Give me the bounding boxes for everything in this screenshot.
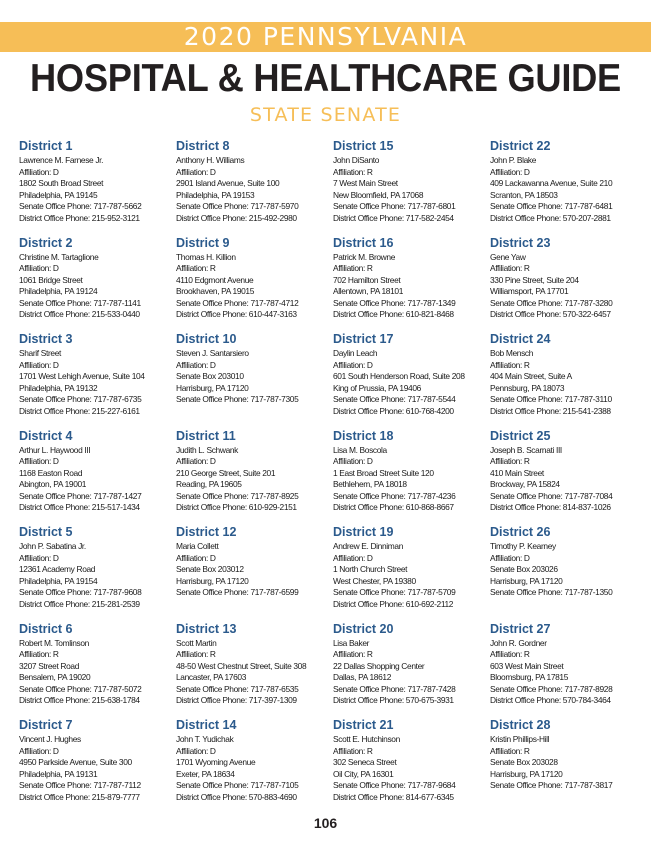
senate-phone: Senate Office Phone: 717-787-7084 [490, 490, 613, 501]
senate-phone: Senate Office Phone: 717-787-6481 [490, 201, 613, 212]
senate-phone: Senate Office Phone: 717-787-7428 [333, 683, 456, 694]
address-city: Harrisburg, PA 17120 [490, 768, 563, 779]
senator-name: John P. Blake [490, 155, 537, 165]
address-street: 1168 Easton Road [19, 467, 83, 478]
senator-name: John DiSanto [333, 155, 380, 165]
address-city: West Chester, PA 19380 [333, 575, 416, 586]
district-heading: District 8 [176, 139, 230, 153]
address-street: 48-50 West Chestnut Street, Suite 308 [176, 660, 307, 671]
senator-name: Andrew E. Dinniman [333, 541, 404, 551]
address-city: Allentown, PA 18101 [333, 286, 404, 297]
district-heading: District 18 [333, 428, 394, 443]
affiliation: Affiliation: D [19, 745, 59, 756]
district-heading: District 24 [490, 332, 551, 346]
district-heading: District 4 [19, 428, 73, 443]
district-entry [176, 525, 333, 622]
district-entry [333, 525, 490, 622]
address-city: Harrisburg, PA 17120 [176, 575, 249, 586]
address-street: 702 Hamilton Street [333, 274, 401, 285]
district-heading: District 28 [490, 718, 551, 732]
senator-name: Vincent J. Hughes [19, 734, 81, 744]
district-entry [19, 622, 176, 719]
address-street: 410 Main Street [490, 467, 544, 478]
district-heading: District 11 [176, 428, 236, 443]
header-banner: 2020 PENNSYLVANIA [0, 22, 651, 52]
affiliation: Affiliation: D [176, 166, 216, 177]
affiliation: Affiliation: D [176, 359, 216, 370]
district-entry [176, 622, 333, 719]
district-phone: District Office Phone: 610-821-8468 [333, 309, 454, 320]
district-heading: District 2 [19, 235, 73, 250]
address-street: 12361 Academy Road [19, 564, 96, 575]
senate-phone: Senate Office Phone: 717-787-9684 [333, 780, 456, 791]
affiliation: Affiliation: R [490, 359, 530, 370]
senate-phone: Senate Office Phone: 717-787-6599 [176, 587, 299, 598]
district-phone: District Office Phone: 570-322-6457 [490, 309, 611, 320]
address-street: 404 Main Street, Suite A [490, 371, 572, 382]
senate-phone: Senate Office Phone: 717-787-3817 [490, 780, 613, 791]
district-heading: District 20 [333, 621, 394, 636]
affiliation: Affiliation: D [19, 552, 59, 563]
district-entry [19, 236, 176, 333]
district-entry [176, 139, 333, 236]
affiliation: Affiliation: R [490, 745, 530, 756]
address-street: 1061 Bridge Street [19, 274, 83, 285]
district-phone: District Office Phone: 215-638-1784 [19, 695, 140, 706]
district-heading: District 6 [19, 621, 73, 636]
page-number: 106 [313, 815, 338, 831]
district-phone: District Office Phone: 610-692-2112 [333, 598, 454, 609]
district-heading: District 13 [176, 621, 237, 636]
senate-phone: Senate Office Phone: 717-787-1350 [490, 587, 613, 598]
address-street: 22 Dallas Shopping Center [333, 660, 425, 671]
senator-name: Anthony H. Williams [176, 155, 245, 165]
senate-phone: Senate Office Phone: 717-787-7305 [176, 394, 299, 405]
district-entry [333, 139, 490, 236]
affiliation: Affiliation: D [176, 745, 216, 756]
senate-phone: Senate Office Phone: 717-787-7105 [176, 780, 299, 791]
district-heading: District 21 [333, 718, 394, 732]
district-entry [333, 332, 490, 429]
senate-phone: Senate Office Phone: 717-787-5709 [333, 587, 456, 598]
address-street: Senate Box 203028 [490, 757, 558, 768]
district-heading: District 14 [176, 718, 237, 732]
district-entry [333, 429, 490, 526]
senator-name: Daylin Leach [333, 348, 378, 358]
district-phone: District Office Phone: 814-837-1026 [490, 502, 611, 513]
district-entry [333, 236, 490, 333]
senator-name: Thomas H. Killion [176, 251, 236, 262]
address-city: Bloomsburg, PA 17815 [490, 672, 569, 683]
district-phone: District Office Phone: 215-492-2980 [176, 212, 297, 223]
senate-phone: Senate Office Phone: 717-787-1427 [19, 490, 142, 501]
district-phone: District Office Phone: 215-227-6161 [19, 405, 140, 416]
district-heading: District 9 [176, 235, 230, 250]
senator-name: Kristin Phillips-Hill [490, 734, 550, 744]
address-street: 7 West Main Street [333, 178, 398, 189]
district-entry [490, 525, 639, 622]
district-directory [19, 139, 639, 815]
address-street: 302 Seneca Street [333, 757, 397, 768]
senate-phone: Senate Office Phone: 717-787-3110 [490, 394, 612, 405]
district-entry [19, 525, 176, 622]
address-city: Harrisburg, PA 17120 [176, 382, 249, 393]
address-city: Philadelphia, PA 19131 [19, 768, 98, 779]
address-street: 1 East Broad Street Suite 120 [333, 467, 434, 478]
district-heading: District 23 [490, 235, 551, 250]
address-street: 601 South Henderson Road, Suite 208 [333, 371, 465, 382]
district-phone: District Office Phone: 717-582-2454 [333, 212, 454, 223]
district-phone: District Office Phone: 215-517-1434 [19, 502, 140, 513]
senate-phone: Senate Office Phone: 717-787-1141 [19, 297, 141, 308]
address-city: Exeter, PA 18634 [176, 768, 235, 779]
district-phone: District Office Phone: 610-929-2151 [176, 502, 297, 513]
address-street: 1802 South Broad Street [19, 178, 104, 189]
district-entry [176, 236, 333, 333]
address-street: Senate Box 203012 [176, 564, 244, 575]
senate-phone: Senate Office Phone: 717-787-3280 [490, 297, 613, 308]
page-title: HOSPITAL & HEALTHCARE GUIDE [30, 57, 621, 100]
directory-column [19, 139, 176, 815]
affiliation: Affiliation: D [490, 166, 530, 177]
district-entry [19, 429, 176, 526]
senate-phone: Senate Office Phone: 717-787-1349 [333, 297, 456, 308]
senate-phone: Senate Office Phone: 717-787-6535 [176, 683, 299, 694]
address-street: 1701 Wyoming Avenue [176, 757, 256, 768]
address-city: Pennsburg, PA 18073 [490, 382, 565, 393]
address-city: New Bloomfield, PA 17068 [333, 189, 424, 200]
address-street: Senate Box 203026 [490, 564, 558, 575]
affiliation: Affiliation: R [490, 263, 530, 274]
senator-name: John T. Yudichak [176, 734, 234, 744]
address-city: Abington, PA 19001 [19, 479, 87, 490]
district-entry [333, 718, 490, 815]
directory-column [490, 139, 639, 815]
senator-name: John R. Gordner [490, 637, 547, 648]
district-heading: District 16 [333, 235, 394, 250]
senate-phone: Senate Office Phone: 717-787-4236 [333, 490, 456, 501]
senate-phone: Senate Office Phone: 717-787-6735 [19, 394, 142, 405]
senator-name: Joseph B. Scarnati III [490, 444, 562, 455]
affiliation: Affiliation: D [19, 263, 59, 274]
district-entry [176, 429, 333, 526]
address-street: Senate Box 203010 [176, 371, 244, 382]
district-phone: District Office Phone: 610-768-4200 [333, 405, 454, 416]
district-heading: District 25 [490, 428, 551, 443]
district-phone: District Office Phone: 215-952-3121 [19, 212, 140, 223]
senate-phone: Senate Office Phone: 717-787-7112 [19, 780, 141, 791]
senate-phone: Senate Office Phone: 717-787-5662 [19, 201, 142, 212]
district-heading: District 27 [490, 621, 551, 636]
district-phone: District Office Phone: 570-675-3931 [333, 695, 454, 706]
affiliation: Affiliation: R [490, 456, 530, 467]
address-city: Scranton, PA 18503 [490, 189, 558, 200]
district-phone: District Office Phone: 570-883-4690 [176, 791, 297, 802]
affiliation: Affiliation: D [490, 552, 530, 563]
address-street: 4110 Edgmont Avenue [176, 274, 254, 285]
district-phone: District Office Phone: 215-541-2388 [490, 405, 611, 416]
affiliation: Affiliation: R [490, 649, 530, 660]
address-city: King of Prussia, PA 19406 [333, 382, 421, 393]
district-entry [490, 139, 639, 236]
district-phone: District Office Phone: 215-281-2539 [19, 598, 140, 609]
affiliation: Affiliation: R [176, 649, 216, 660]
address-city: Lancaster, PA 17603 [176, 672, 247, 683]
address-city: Bensalem, PA 19020 [19, 672, 91, 683]
senate-phone: Senate Office Phone: 717-787-8925 [176, 490, 299, 501]
senator-name: Scott E. Hutchinson [333, 734, 400, 744]
address-street: 330 Pine Street, Suite 204 [490, 274, 579, 285]
district-phone: District Office Phone: 610-447-3163 [176, 309, 297, 320]
senator-name: Lawrence M. Farnese Jr. [19, 155, 104, 165]
senator-name: Sharif Street [19, 348, 61, 358]
affiliation: Affiliation: D [176, 552, 216, 563]
district-entry [490, 236, 639, 333]
senator-name: Lisa Baker [333, 637, 370, 648]
district-entry [490, 429, 639, 526]
affiliation: Affiliation: D [19, 359, 59, 370]
district-heading: District 7 [19, 718, 73, 732]
affiliation: Affiliation: D [176, 456, 216, 467]
district-entry [490, 622, 639, 719]
senator-name: Christine M. Tartaglione [19, 251, 99, 262]
address-city: Philadelphia, PA 19132 [19, 382, 98, 393]
district-heading: District 12 [176, 525, 237, 539]
address-city: Philadelphia, PA 19154 [19, 575, 98, 586]
address-city: Philadelphia, PA 19124 [19, 286, 98, 297]
district-heading: District 22 [490, 139, 551, 153]
address-city: Philadelphia, PA 19153 [176, 189, 255, 200]
district-entry [176, 332, 333, 429]
address-city: Philadelphia, PA 19145 [19, 189, 98, 200]
senator-name: Robert M. Tomlinson [19, 637, 89, 648]
address-city: Brookhaven, PA 19015 [176, 286, 255, 297]
address-street: 1 North Church Street [333, 564, 408, 575]
district-heading: District 1 [19, 139, 73, 153]
senator-name: Scott Martin [176, 637, 217, 648]
district-phone: District Office Phone: 570-207-2881 [490, 212, 611, 223]
address-city: Reading, PA 19605 [176, 479, 242, 490]
affiliation: Affiliation: R [333, 745, 373, 756]
district-phone: District Office Phone: 717-397-1309 [176, 695, 297, 706]
affiliation: Affiliation: R [176, 263, 216, 274]
district-heading: District 3 [19, 332, 73, 346]
senate-phone: Senate Office Phone: 717-787-8928 [490, 683, 613, 694]
district-entry [19, 718, 176, 815]
affiliation: Affiliation: R [19, 649, 59, 660]
senator-name: Bob Mensch [490, 348, 534, 358]
district-heading: District 26 [490, 525, 551, 539]
district-heading: District 5 [19, 525, 73, 539]
district-entry [19, 332, 176, 429]
senator-name: Arthur L. Haywood III [19, 444, 91, 455]
address-city: Dallas, PA 18612 [333, 672, 392, 683]
district-phone: District Office Phone: 215-533-0440 [19, 309, 140, 320]
district-entry [176, 718, 333, 815]
address-street: 2901 Island Avenue, Suite 100 [176, 178, 280, 189]
senate-phone: Senate Office Phone: 717-787-5072 [19, 683, 142, 694]
address-street: 210 George Street, Suite 201 [176, 467, 276, 478]
address-street: 603 West Main Street [490, 660, 564, 671]
affiliation: Affiliation: R [333, 649, 373, 660]
address-city: Harrisburg, PA 17120 [490, 575, 563, 586]
district-heading: District 10 [176, 332, 237, 346]
district-heading: District 17 [333, 332, 394, 346]
district-phone: District Office Phone: 814-677-6345 [333, 791, 454, 802]
senator-name: Lisa M. Boscola [333, 444, 387, 455]
affiliation: Affiliation: D [333, 552, 373, 563]
address-street: 1701 West Lehigh Avenue, Suite 104 [19, 371, 145, 382]
section-subtitle: STATE SENATE [249, 104, 402, 126]
directory-column [176, 139, 333, 815]
senator-name: Timothy P. Kearney [490, 541, 556, 551]
district-entry [490, 718, 639, 815]
district-phone: District Office Phone: 570-784-3464 [490, 695, 611, 706]
district-phone: District Office Phone: 215-879-7777 [19, 791, 140, 802]
senate-phone: Senate Office Phone: 717-787-5970 [176, 201, 299, 212]
senator-name: Maria Collett [176, 541, 219, 551]
district-entry [333, 622, 490, 719]
address-city: Brockway, PA 15824 [490, 479, 560, 490]
senator-name: Patrick M. Browne [333, 251, 395, 262]
address-city: Oil City, PA 16301 [333, 768, 394, 779]
address-street: 409 Lackawanna Avenue, Suite 210 [490, 178, 613, 189]
district-heading: District 19 [333, 525, 394, 539]
affiliation: Affiliation: D [333, 359, 373, 370]
address-city: Bethlehem, PA 18018 [333, 479, 407, 490]
senate-phone: Senate Office Phone: 717-787-6801 [333, 201, 456, 212]
senate-phone: Senate Office Phone: 717-787-9608 [19, 587, 142, 598]
directory-column [333, 139, 490, 815]
district-entry [19, 139, 176, 236]
address-street: 4950 Parkside Avenue, Suite 300 [19, 757, 132, 768]
district-entry [490, 332, 639, 429]
senator-name: Gene Yaw [490, 251, 526, 262]
senate-phone: Senate Office Phone: 717-787-4712 [176, 297, 299, 308]
affiliation: Affiliation: R [333, 263, 373, 274]
affiliation: Affiliation: R [333, 166, 373, 177]
affiliation: Affiliation: D [19, 456, 59, 467]
senator-name: John P. Sabatina Jr. [19, 541, 86, 551]
district-phone: District Office Phone: 610-868-8667 [333, 502, 454, 513]
senate-phone: Senate Office Phone: 717-787-5544 [333, 394, 456, 405]
affiliation: Affiliation: D [333, 456, 373, 467]
affiliation: Affiliation: D [19, 166, 59, 177]
district-heading: District 15 [333, 139, 394, 153]
senator-name: Steven J. Santarsiero [176, 348, 249, 358]
address-city: Williamsport, PA 17701 [490, 286, 569, 297]
senator-name: Judith L. Schwank [176, 444, 239, 455]
address-street: 3207 Street Road [19, 660, 80, 671]
